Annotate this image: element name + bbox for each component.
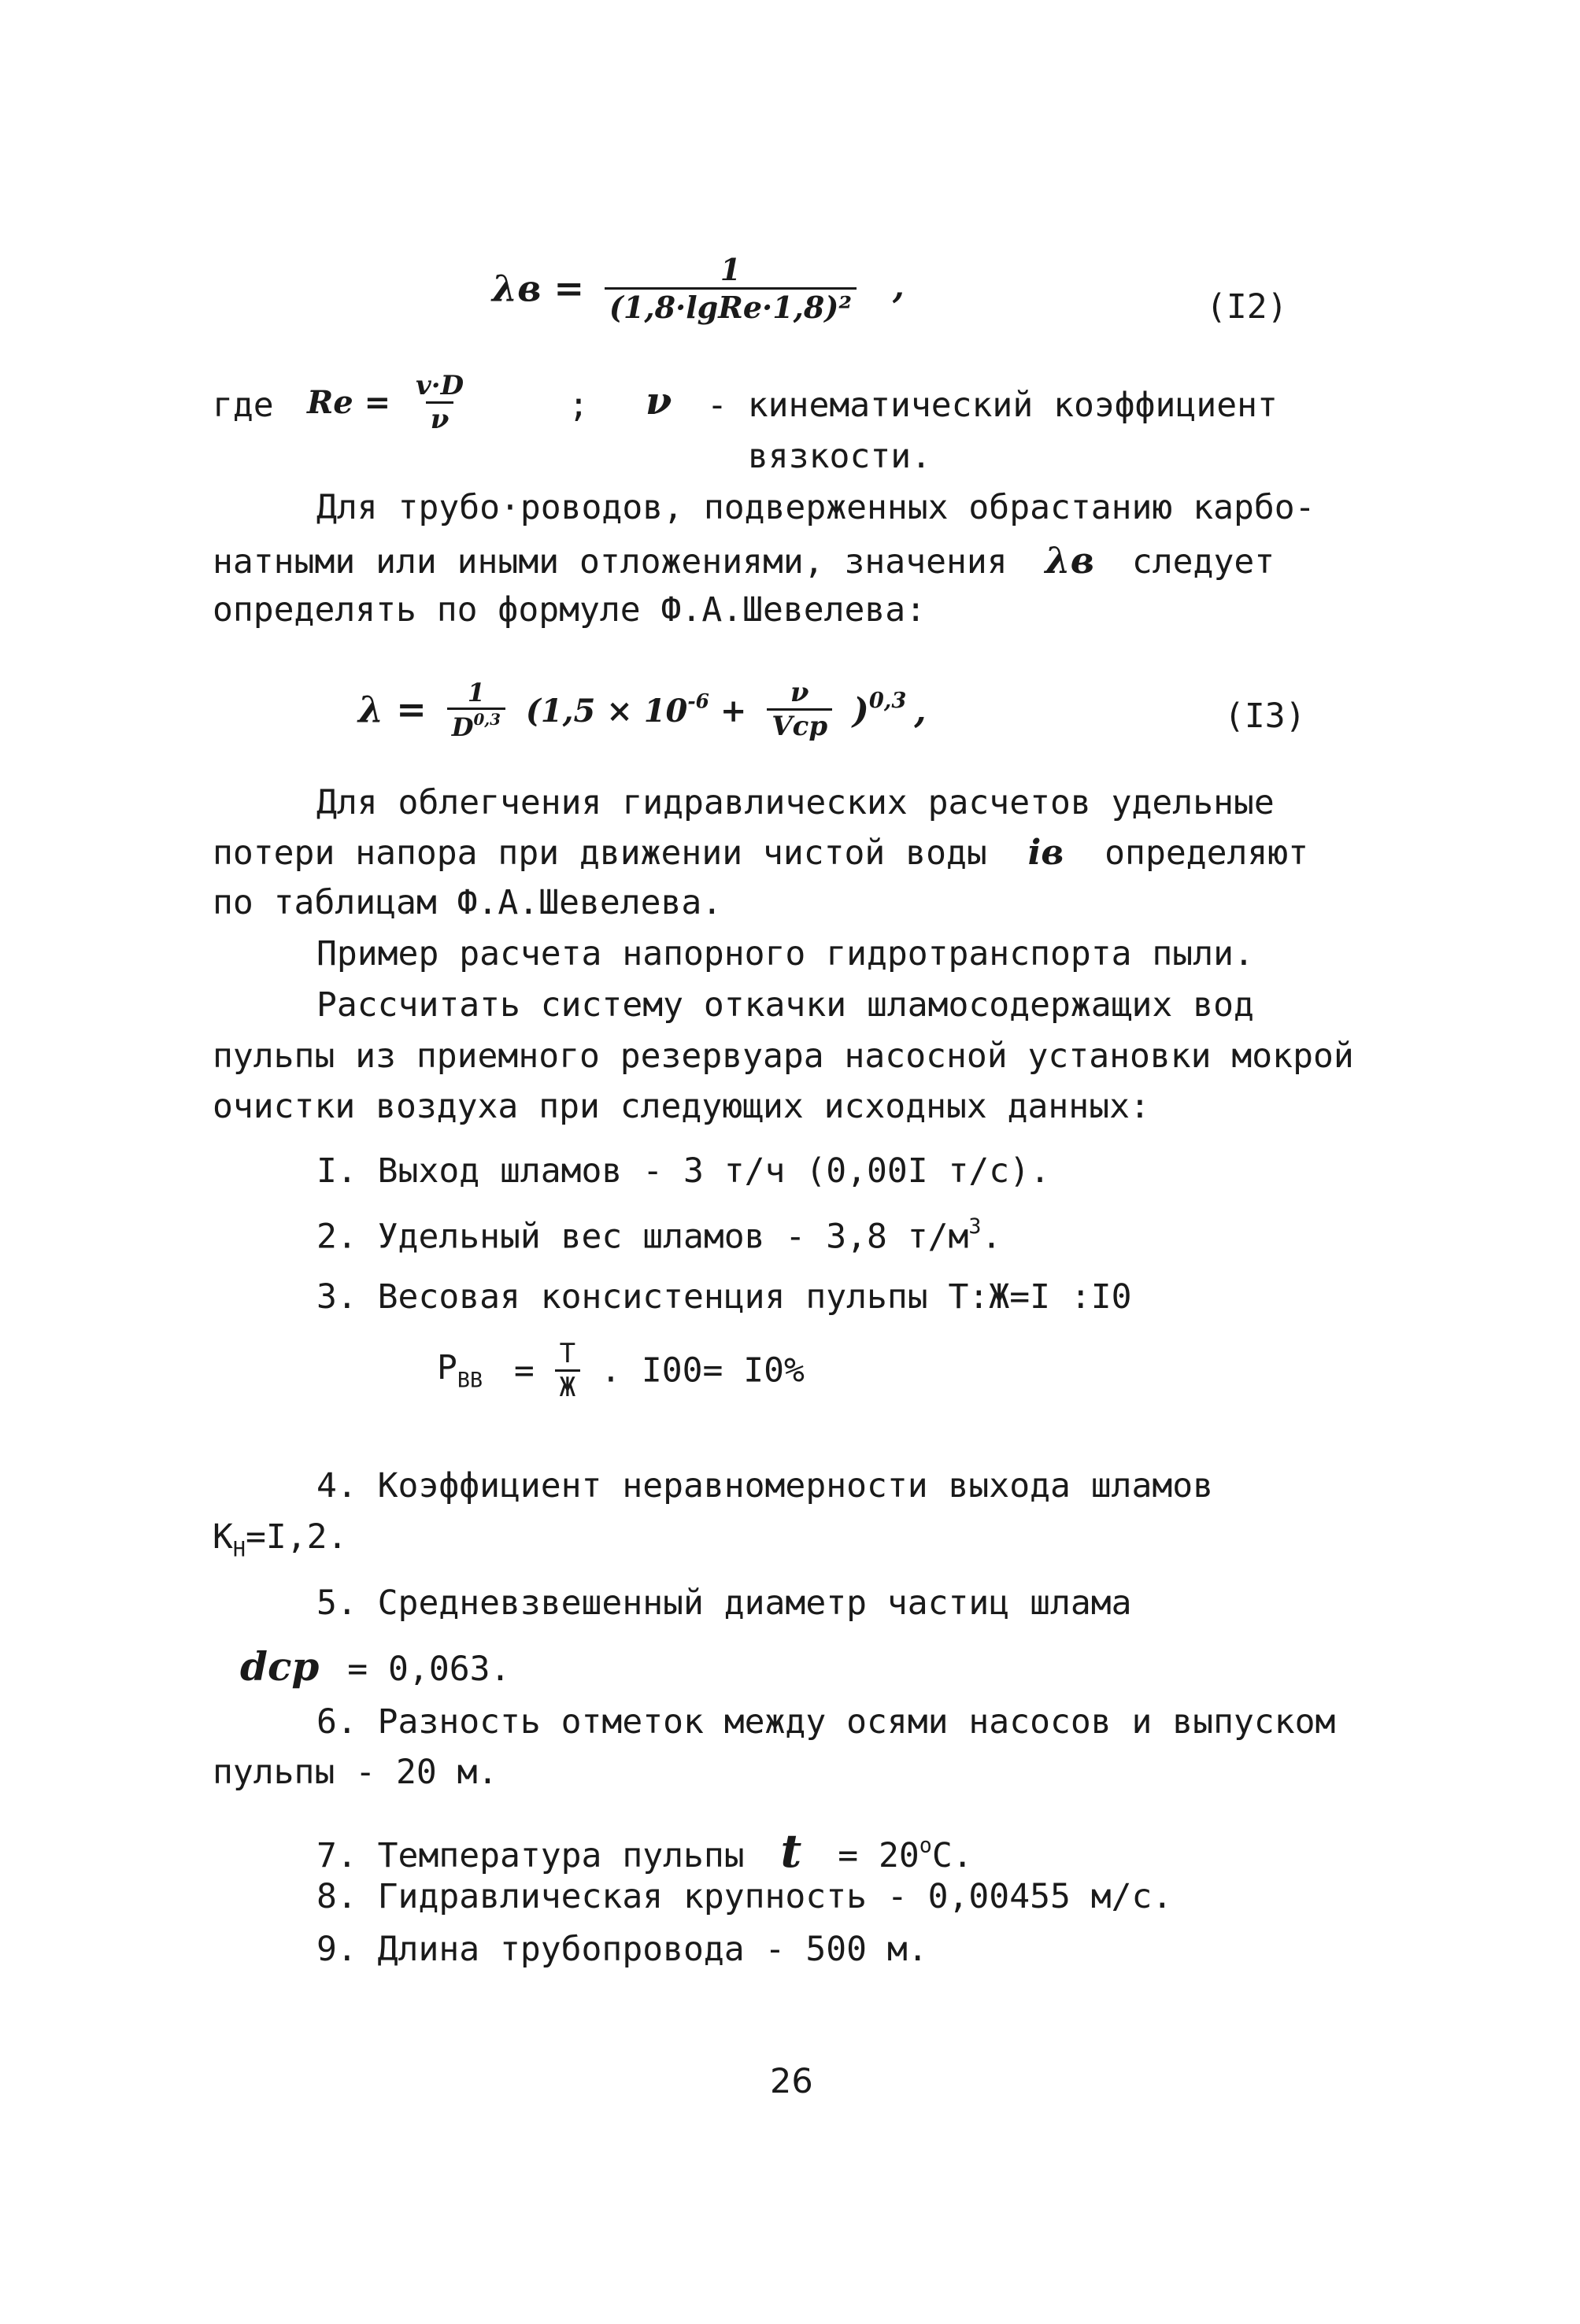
paragraph-1-line-3: определять по формуле Ф.А.Шевелева: [213, 590, 927, 630]
formula-13-middle [525, 689, 747, 730]
paragraph-3-line-2: пульпы из приемного резервуара насосной установки мокрой [213, 1036, 1354, 1076]
semicolon: ; [568, 386, 589, 425]
item-5-rest: = 0,063. [347, 1650, 511, 1689]
item-3: 3. Весовая консистенция пульпы Т:Ж=I :I0 [316, 1277, 1132, 1317]
formula-13-close-paren: ) [853, 691, 869, 732]
formula-13-plus: + [720, 692, 747, 730]
lambda-b-symbol: λв [1045, 539, 1094, 582]
item-4: 4. Коэффициент неравномерности выхода шламов [316, 1466, 1214, 1506]
page-number: 26 [770, 2062, 813, 2101]
paragraph-3-line-3: очистки воздуха при следующих исходных данных: [213, 1087, 1150, 1126]
formula-13-fraction-2-num: ν [790, 677, 809, 708]
item-6: 6. Разность отметок между осями насосов и выпуском [316, 1702, 1336, 1742]
paragraph-1-line-1: Для трубо·роводов, подверженных обрастанию карбо- [316, 488, 1315, 527]
item-4-k: К [213, 1517, 233, 1557]
pvv-subscript: ВВ [457, 1368, 483, 1393]
formula-13-lhs: λ = [358, 688, 427, 731]
item-4-rest: =I,2. [245, 1517, 348, 1557]
formula-12-fraction [605, 252, 857, 325]
formula-13-close-exp: 0,3 [868, 687, 907, 713]
paragraph-2-line-2-text: потери напора при движении чистой воды [213, 833, 987, 873]
formula-12-numerator: 1 [720, 252, 742, 287]
pvv-rest: . I00= I0% [601, 1350, 805, 1391]
formula-13-middle-exp: -6 [687, 689, 709, 713]
formula-13-fraction-1-num: 1 [467, 677, 485, 708]
nu-description-1: - кинематический коэффициент [707, 386, 1278, 425]
formula-12-lhs: λв = [492, 267, 585, 310]
item-7 [316, 1824, 973, 1878]
paragraph-2-line-2-end: определяют [1105, 833, 1309, 873]
item-7-value: = 20 [838, 1836, 920, 1875]
item-2-end: . [981, 1217, 1002, 1257]
reynolds-definition [307, 370, 468, 435]
formula-13-fraction-2-den: Vср [767, 708, 832, 742]
item-7-t-symbol: t [780, 1824, 802, 1878]
formula-13-fraction-1-den-exp: 0,3 [473, 709, 501, 729]
paragraph-2-line-1: Для облегчения гидравлических расчетов удельные [316, 783, 1275, 822]
item-8: 8. Гидравлическая крупность - 0,00455 м/с. [316, 1877, 1173, 1916]
pvv-p-letter: P [437, 1348, 457, 1388]
item-2-text: 2. Удельный вес шламов - 3,8 т/м [316, 1217, 969, 1257]
formula-13-fraction-2 [767, 677, 832, 742]
item-5: 5. Средневзвешенный диаметр частиц шлама [316, 1583, 1132, 1623]
formula-13-close [853, 687, 927, 732]
item-5-d-symbol: dср [240, 1643, 320, 1690]
paragraph-3-line-1: Рассчитать систему откачки шламосодержащих вод [316, 985, 1254, 1025]
formula-13-number: (I3) [1224, 696, 1306, 736]
re-numerator: v·D [416, 370, 464, 401]
example-title: Пример расчета напорного гидротранспорта пыли. [316, 934, 1254, 974]
item-5-value [240, 1643, 510, 1690]
formula-13-fraction-1-den-d: D [451, 711, 474, 742]
item-7-unit: С. [931, 1836, 973, 1875]
item-4-value [213, 1517, 347, 1562]
pvv-numerator: Т [559, 1338, 576, 1369]
formula-13-comma: , [914, 691, 927, 732]
paragraph-1-line-2 [213, 539, 1275, 582]
nu-description-2: вязкости. [748, 437, 931, 476]
formula-12-comma: , [892, 267, 905, 306]
item-2-sup: 3 [968, 1214, 982, 1239]
where-word: где [213, 386, 274, 425]
formula-12 [492, 252, 905, 325]
formula-13-fraction-1-den [447, 708, 505, 742]
i-b-symbol: iв [1027, 833, 1064, 873]
pvv-formula [437, 1338, 805, 1403]
item-7-text: 7. Температура пульпы [316, 1836, 745, 1875]
nu-symbol: ν [646, 379, 672, 423]
pvv-denominator: Ж [555, 1369, 580, 1403]
paragraph-1-line-2-end: следует [1131, 542, 1275, 582]
item-7-sup: о [919, 1833, 932, 1858]
re-denominator: ν [426, 401, 454, 435]
item-4-sub: Н [232, 1537, 246, 1562]
formula-13-fraction-1 [447, 678, 505, 742]
paragraph-1-line-2-text: натными или иными отложениями, значения [213, 542, 1008, 582]
formula-13-middle-text: (1,5 × 10 [525, 692, 688, 730]
item-6-continued: пульпы - 20 м. [213, 1753, 498, 1792]
re-fraction [411, 370, 468, 435]
re-lhs: Re = [307, 384, 391, 421]
item-1: I. Выход шламов - 3 т/ч (0,00I т/с). [316, 1151, 1050, 1191]
item-2 [316, 1214, 1001, 1257]
paragraph-2-line-2 [213, 833, 1308, 873]
formula-12-denominator: (1,8·lgRe·1,8)² [605, 287, 857, 325]
item-9: 9. Длина трубопровода - 500 м. [316, 1930, 928, 1969]
pvv-p [437, 1348, 483, 1393]
formula-12-number: (I2) [1206, 287, 1288, 327]
paragraph-2-line-3: по таблицам Ф.А.Шевелева. [213, 883, 723, 922]
pvv-fraction [555, 1338, 580, 1403]
pvv-equals: = [513, 1350, 535, 1391]
formula-13 [358, 677, 927, 742]
